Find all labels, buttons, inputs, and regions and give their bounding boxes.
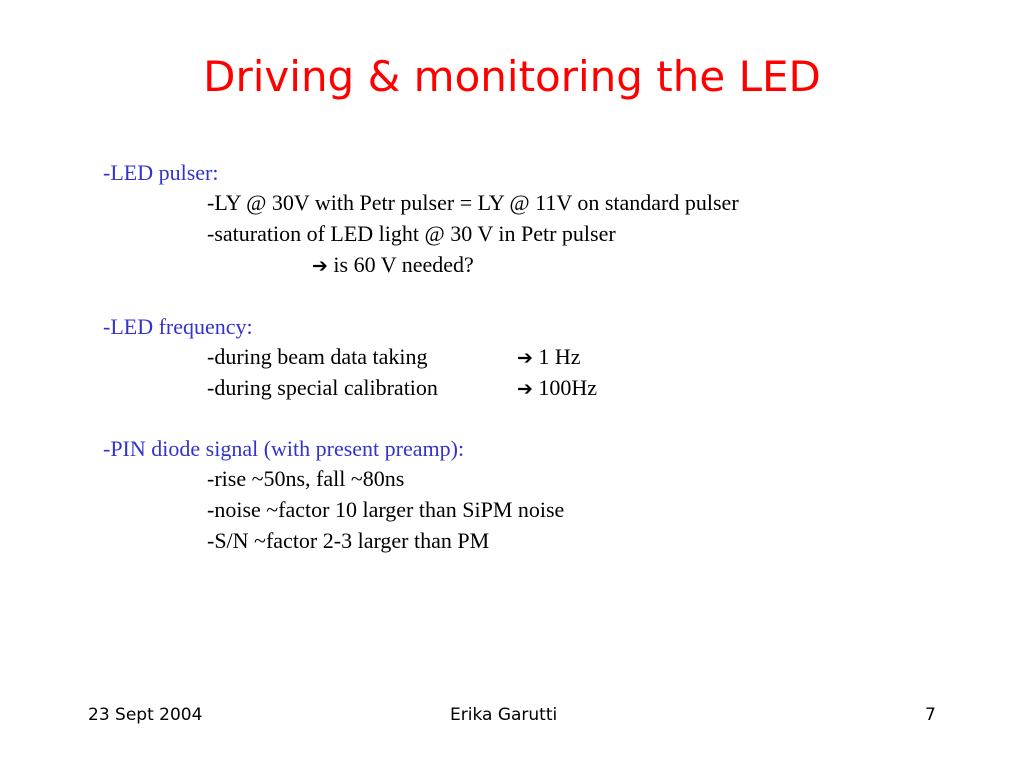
note-line — [312, 252, 474, 279]
right-arrow-icon: ➔ — [312, 255, 328, 277]
note-text: is 60 V needed? — [333, 252, 474, 277]
list-item: -saturation of LED light @ 30 V in Petr pulser — [207, 221, 616, 246]
section-heading-pin-diode: -PIN diode signal (with present preamp): — [103, 436, 465, 461]
section-heading-led-pulser: -LED pulser: — [103, 160, 219, 185]
item-label: -during special calibration — [207, 375, 438, 400]
footer-page-number: 7 — [925, 705, 936, 725]
item-value: 1 Hz — [538, 344, 581, 369]
right-arrow-icon: ➔ — [517, 378, 533, 400]
list-item — [207, 344, 707, 370]
footer-author: Erika Garutti — [450, 705, 558, 725]
item-label: -during beam data taking — [207, 344, 428, 369]
list-item: -S/N ~factor 2-3 larger than PM — [207, 528, 490, 553]
list-item: -rise ~50ns, fall ~80ns — [207, 466, 405, 491]
right-arrow-icon: ➔ — [517, 347, 533, 369]
item-value-row — [517, 344, 581, 371]
list-item — [207, 375, 707, 401]
item-value: 100Hz — [538, 375, 598, 400]
section-heading-led-frequency: -LED frequency: — [103, 314, 253, 339]
list-item: -LY @ 30V with Petr pulser = LY @ 11V on standard pulser — [207, 190, 739, 215]
list-item: -noise ~factor 10 larger than SiPM noise — [207, 497, 565, 522]
slide-title: Driving & monitoring the LED — [203, 52, 821, 101]
item-value-row — [517, 375, 597, 402]
footer-date: 23 Sept 2004 — [88, 705, 203, 725]
